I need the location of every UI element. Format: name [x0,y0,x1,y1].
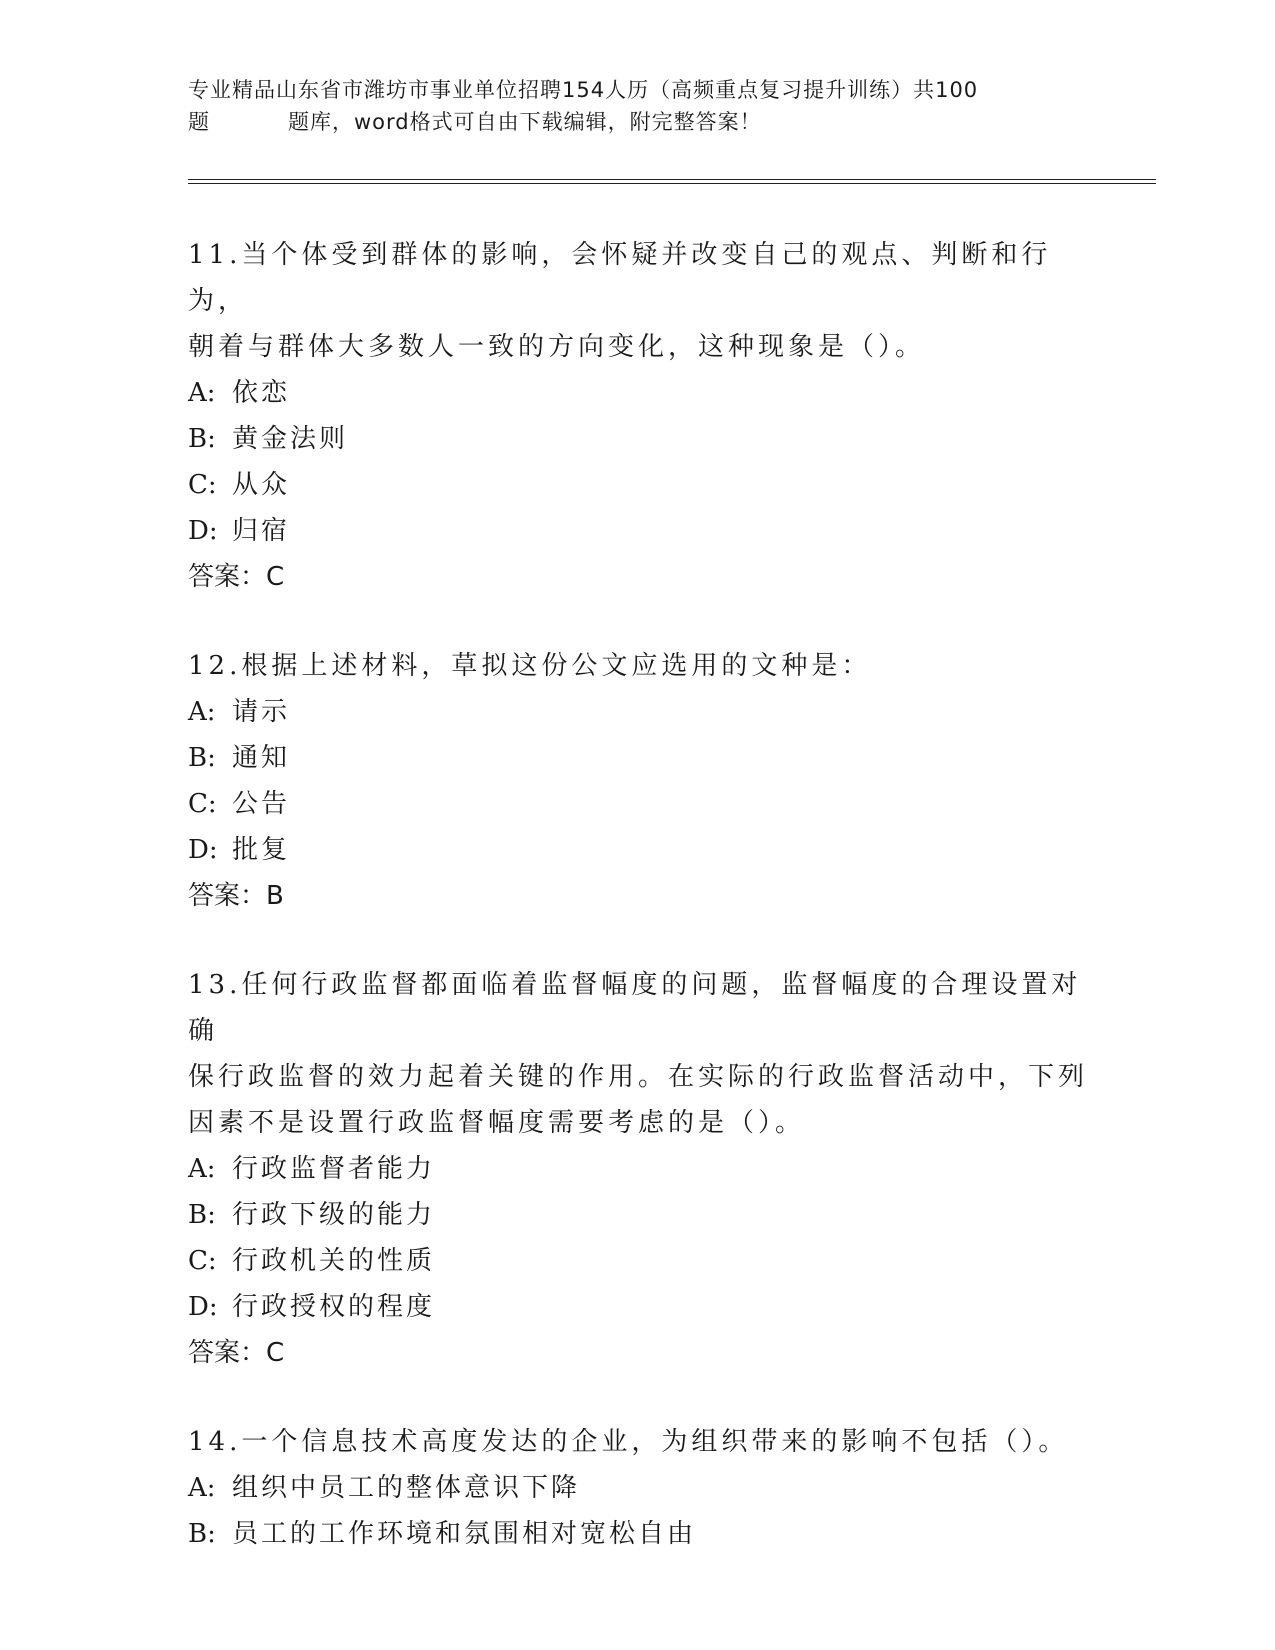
option-d [188,508,1088,554]
header-subtitle-lead: 题 [188,110,210,134]
question-item [188,1419,1088,1557]
option-key: C: [188,1246,217,1276]
option-text: 行政下级的能力 [232,1200,436,1230]
document-header [188,74,1088,138]
option-key: A: [188,1473,216,1503]
answer-line: 答案：C [188,562,285,592]
question-item [188,232,1088,600]
option-key: D: [188,516,218,546]
option-b [188,735,1088,781]
option-key: B: [188,1519,216,1549]
option-text: 公告 [232,789,291,819]
option-a [188,370,1088,416]
option-a [188,1465,1088,1511]
question-stem: 保行政监督的效力起着关键的作用。在实际的行政监督活动中，下列 [188,1062,1089,1092]
question-stem: 14.一个信息技术高度发达的企业，为组织带来的影响不包括（）。 [188,1427,1069,1457]
question-stem: 因素不是设置行政监督幅度需要考虑的是（）。 [188,1108,806,1138]
option-key: C: [188,789,217,819]
header-title-line: 专业精品山东省市潍坊市事业单位招聘154人历（高频重点复习提升训练）共100 [188,78,979,102]
option-text: 归宿 [232,516,291,546]
option-c [188,781,1088,827]
option-key: B: [188,1200,216,1230]
answer-line: 答案：C [188,1338,285,1368]
option-text: 员工的工作环境和氛围相对宽松自由 [232,1519,697,1549]
header-subtitle-text: 题库，word格式可自由下载编辑，附完整答案！ [288,110,762,134]
option-key: A: [188,378,216,408]
option-b [188,416,1088,462]
option-d [188,827,1088,873]
option-text: 行政授权的程度 [232,1292,436,1322]
header-subtitle-line [188,106,1088,138]
option-text: 通知 [232,743,291,773]
option-key: C: [188,470,217,500]
question-stem: 13.任何行政监督都面临着监督幅度的问题，监督幅度的合理设置对确 [188,970,1082,1046]
option-text: 行政监督者能力 [232,1154,436,1184]
option-text: 依恋 [232,378,291,408]
option-text: 从众 [232,470,291,500]
question-item [188,643,1088,919]
option-c [188,1238,1088,1284]
option-a [188,1146,1088,1192]
option-c [188,462,1088,508]
question-list [188,232,1088,1600]
option-text: 批复 [232,835,291,865]
question-item [188,962,1088,1376]
option-text: 组织中员工的整体意识下降 [232,1473,581,1503]
option-key: D: [188,835,218,865]
option-key: A: [188,697,216,727]
option-key: D: [188,1292,218,1322]
question-stem: 11.当个体受到群体的影响，会怀疑并改变自己的观点、判断和行为， [188,240,1052,316]
header-divider-top [188,179,1156,180]
option-b [188,1511,1088,1557]
option-key: B: [188,743,216,773]
option-a [188,689,1088,735]
option-key: B: [188,424,216,454]
answer-line: 答案：B [188,881,284,911]
header-divider-bottom [188,183,1156,184]
option-text: 黄金法则 [232,424,349,454]
option-b [188,1192,1088,1238]
option-text: 请示 [232,697,291,727]
option-key: A: [188,1154,216,1184]
option-text: 行政机关的性质 [232,1246,436,1276]
option-d [188,1284,1088,1330]
question-stem: 12.根据上述材料，草拟这份公文应选用的文种是： [188,651,872,681]
question-stem: 朝着与群体大多数人一致的方向变化，这种现象是（）。 [188,332,926,362]
